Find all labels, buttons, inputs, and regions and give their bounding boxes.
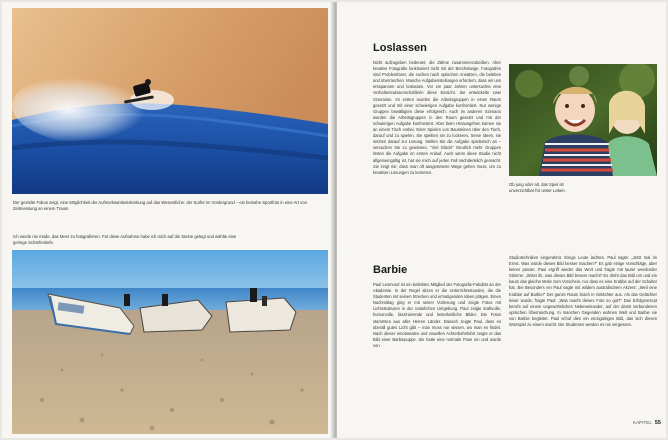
heading-barbie: Barbie xyxy=(373,264,408,276)
chapter-label: KAPITEL xyxy=(633,420,652,425)
heading-loslassen: Loslassen xyxy=(373,42,427,54)
surfer-wave-photo xyxy=(12,8,328,194)
book-spread xyxy=(2,2,666,438)
barbie-body-text: Paul Lesmond ist ein beliebtes Mitglied der Fotografie-Fakultät an der Akademie. In der Regel sitzen er die Unterrichtsstunden, die die Studenten mit seinen Strecken und ermutigenden Ideen prägen. Einen Nachmittag ging er mit seiner Vorlesung und zeigte Fotos mit Lichtstrukturen in der natürlichen Umgebung. Paul zeigte kraftvolle, humorvolle, faszinierende und heiterkeitliche Bilder. Die Fotos stammten aus aller Herren Länder. Danach zeigte Paul, dass es überall gutes Licht gibt – man muss nur wissen, wo man es findet. Nach dieser emotionalen und visuellen Achterbahnfahrt zeigte er das Bild einer Barbiepuppe. Sie hatte eine normale Pose ein und wurde von xyxy=(373,282,501,348)
page-footer xyxy=(633,420,661,426)
smiling-children-photo xyxy=(509,64,657,176)
right-page xyxy=(337,2,666,438)
surf-photo-caption: Der gezielte Fokus zeigt, eine Möglichkeit der Aufmerksamkeitslenkung auf das Wesentliche: der Surfer im Vordergrund – ein beinahe Sportfoto in eine Art von Zeitmessung an einem Traum. xyxy=(13,200,307,211)
boats-on-beach-photo xyxy=(12,250,328,434)
loslassen-body-text: Nicht aufzugeben bedeutet, die Zähne zusammenzubeißen. Aber kreative Fotografie funktioniert nicht mit der Brechstange. Fotografen sind Problemlöser, die suchen nach optischen Ansätzen, die beleben und überraschen. Manche Aufgabenstellungen erfordern, dass wir uns entspannen und loslassen. Vor ein paar Jahren untersuchte eine Verhaltenswissenschaftlerin diese Einsicht. Sie entwickelte zwei Szenarien. Im ersten wurden die Arbeitsgruppen in einen Raum gesetzt und mit einer schwierigen Aufgabe konfrontiert. Nur wenige Gruppen bewältigten diese erfolgreich. Auch im anderen Szenario wurden die Arbeitsgruppen in den Raum gesetzt und mit der schwierigen Aufgabe konfrontiert. Aber beim Hinausgehen kamen sie an einem Tisch vorbei. Einer Spielen von Bausteinen über den Tisch, darauf und zu spielen. Sie spielten sie zu lockeren, Seine Ideen, sie setzten darauf zur Lösung. Stellen Sie die Aufgabe spielerisch an – versuchen Sie zu gewinnen. "Viel Glück!" Deutlich mehr Gruppen lösten die Aufgabe im ersten Anlauf. Auch wenn diese Studie nicht allgemeingültig ist, hat sie mich auf jeden Fall nachdenklich gemacht. Sie zeigt mir, dass man oft ausgetretene Wege gehen muss, um zu kreativen Lösungen zu kommen. xyxy=(373,60,501,175)
sea-photo-caption: Ich werde nie müde, das Meer zu fotografieren. Für diese Aufnahme habe ich mich auf die Steine gelegt und wählte eine geringe Schärfentiefe. xyxy=(13,234,237,245)
barbie-body-text-continued: Studiotechniken eingerahmt. Einige Leute lachten. Paul sagte: „Jetzt mal im Ernst. Was würde dieses Bild besser machen?" Es gab einige Vorschläge, aber keiner passte. Paul ergriff wieder das Wort und fragte mit lauter werdender Stimme: „Wisst ihr, was dieses Bild besser macht? Es dreht das Bild um und ein kaum das gleiche Motiv zum Vorschein, nur dass es eine Krabbe auf der Schulter hat. Bei Besonders ein Paul sagte mit wildem australischem Akzent: „Weil eine Krabbe auf Barbie!" Der ganze Raum brach in Gelächter aus. Als das Gelächter leiser wurde, fragte Paul: „Was macht dieses Foto so gut?" Das Erfolgsrezept beruht auf einem ungewöhnlichen Nebeneinander, auf der damit verbundenen optischen Überraschung. In manchen Gegenden wohnen Welt und Barbie sie von Barbie begleitet. Paul schuf dies ein einzigartiges Bild, das sich diesen Wortspiel zu einem macht. Die Studenten werden es nie vergessen. xyxy=(509,255,657,328)
page-number: 55 xyxy=(654,420,661,426)
children-photo-caption: Ob jung oder alt, das Spiel ist unverzichtbar für unser Leben. xyxy=(509,182,566,193)
left-page xyxy=(2,2,334,438)
